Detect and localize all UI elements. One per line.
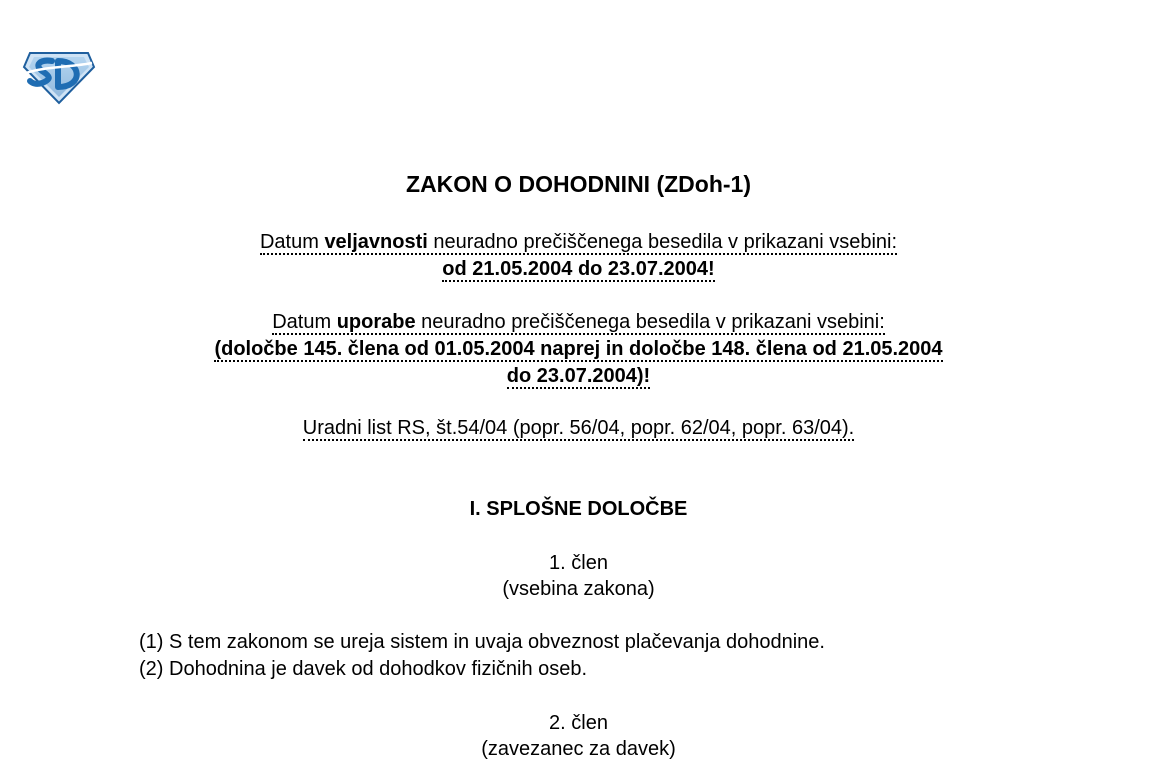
article-paragraph: (1) S tem zakonom se ureja sistem in uvaja obveznost plačevanja dohodnine. <box>139 631 825 653</box>
article-number: 2. člen <box>549 712 608 734</box>
validity-period: od 21.05.2004 do 23.07.2004! <box>442 258 715 280</box>
use-period-line-1: (določbe 145. člena od 01.05.2004 naprej in določbe 148. člena od 21.05.2004 <box>214 338 943 360</box>
article-heading <box>0 550 1157 602</box>
use-block <box>0 309 1157 390</box>
gazette-reference: Uradni list RS, št.54/04 (popr. 56/04, popr. 62/04, popr. 63/04). <box>302 417 855 439</box>
article-heading <box>0 710 1157 762</box>
validity-block <box>0 229 1157 283</box>
use-period-line-2: do 23.07.2004)! <box>506 365 651 387</box>
document-title: ZAKON O DOHODNINI (ZDoh-1) <box>406 171 751 197</box>
section-heading: I. SPLOŠNE DOLOČBE <box>469 498 688 520</box>
article-subject: (vsebina zakona) <box>502 578 655 600</box>
validity-keyword: veljavnosti <box>324 231 428 253</box>
use-label: Datum uporabe neuradno prečiščenega besedila v prikazani vsebini: <box>272 311 885 333</box>
use-keyword: uporabe <box>336 311 416 333</box>
sd-shield-logo-icon <box>22 47 96 105</box>
article-subject: (zavezanec za davek) <box>481 738 676 760</box>
validity-label: Datum veljavnosti neuradno prečiščenega besedila v prikazani vsebini: <box>259 231 898 253</box>
article-number: 1. člen <box>549 552 608 574</box>
article-paragraph: (2) Dohodnina je davek od dohodkov fizičnih oseb. <box>139 658 588 680</box>
logo <box>22 47 96 105</box>
